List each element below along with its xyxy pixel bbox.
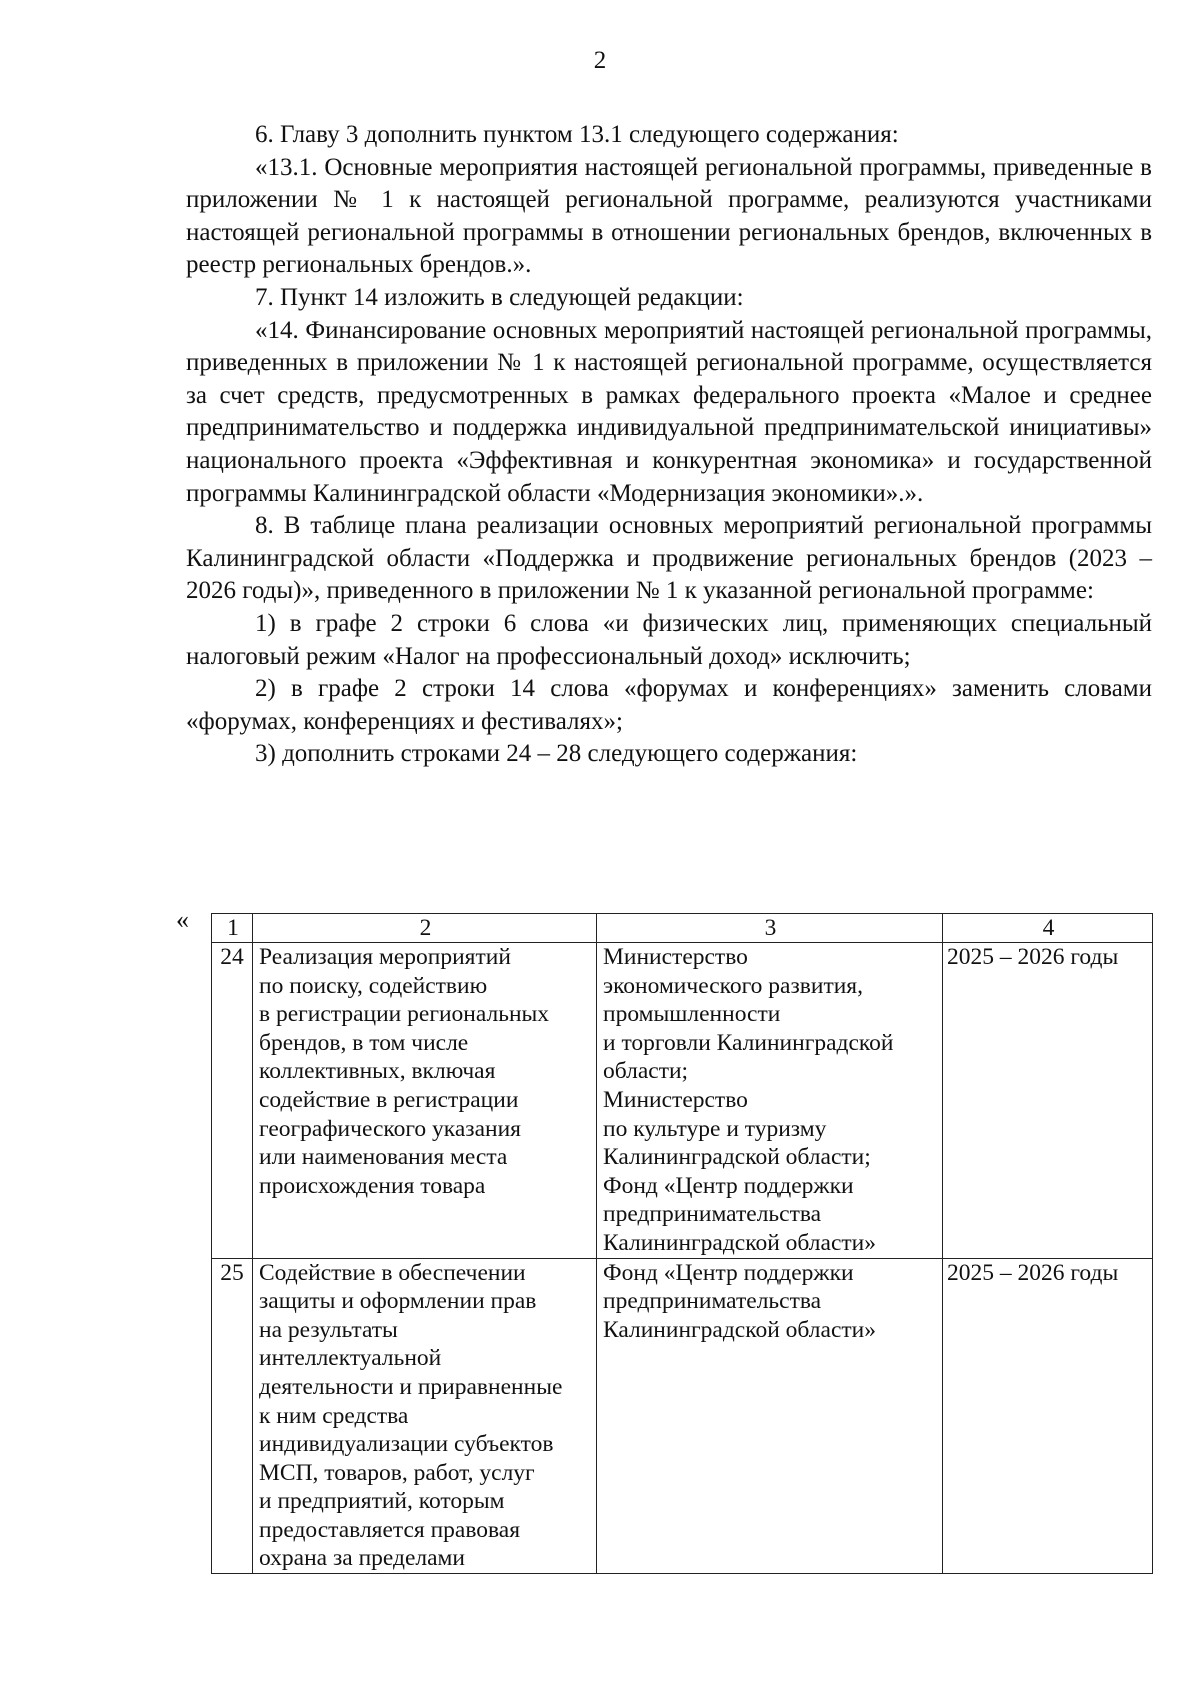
plan-table	[211, 913, 1153, 1574]
row-number: 24	[212, 943, 253, 1259]
table-open-quote: «	[176, 905, 189, 934]
paragraph-14: «14. Финансирование основных мероприятий настоящей региональной программы, приведенных в приложении № 1 к настоящей региональной программе, осуществляется за счет средств, предусмотренных в рамках федерального проекта «Малое и среднее предпринимательство и поддержка индивидуальной предпринимательской инициативы» национального проекта «Эффективная и конкурентная экономика» и государственной программы Калининградской области «Модернизация экономики».».	[186, 316, 1152, 507]
activity-cell: Реализация мероприятий по поиску, содействию в регистрации региональных брендов, в том числе коллективных, включая содействие в регистрации географического указания или наименования места происхождения товара	[253, 943, 597, 1259]
table-row	[212, 943, 1153, 1259]
header-col-1: 1	[212, 914, 253, 943]
period-cell: 2025 – 2026 годы	[943, 943, 1153, 1259]
subitem-1: 1) в графе 2 строки 6 слова «и физических лиц, применяющих специальный налоговый режим «Налог на профессиональный доход» исключить;	[186, 609, 1152, 670]
paragraph-6: 6. Главу 3 дополнить пунктом 13.1 следующего содержания:	[255, 121, 899, 148]
executor-cell: Фонд «Центр поддержки предпринимательства Калининградской области»	[597, 1258, 943, 1574]
table-header-row	[212, 914, 1153, 943]
executor-cell: Министерство экономического развития, промышленности и торговли Калининградской области; Министерство по культуре и туризму Калининградской области; Фонд «Центр поддержки предпринимательства Калининградской области»	[597, 943, 943, 1259]
subitem-3: 3) дополнить строками 24 – 28 следующего содержания:	[255, 740, 858, 768]
table-row	[212, 1258, 1153, 1574]
header-col-3: 3	[597, 914, 943, 943]
header-col-4: 4	[943, 914, 1153, 943]
row-number: 25	[212, 1258, 253, 1574]
document-body	[186, 119, 1152, 771]
paragraph-13-1: «13.1. Основные мероприятия настоящей региональной программы, приведенные в приложении № 1 к настоящей региональной программе, реализуются участниками настоящей региональной программы в отношении региональных брендов, включенных в реестр региональных брендов.».	[186, 153, 1152, 279]
activity-cell: Содействие в обеспечении защиты и оформлении прав на результаты интеллектуальной деятельности и приравненные к ним средства индивидуализации субъектов МСП, товаров, работ, услуг и предприятий, которым предоставляется правовая охрана за пределами	[253, 1258, 597, 1574]
paragraph-7: 7. Пункт 14 изложить в следующей редакции:	[255, 283, 744, 311]
paragraph-8: 8. В таблице плана реализации основных мероприятий региональной программы Калининградской области «Поддержка и продвижение региональных брендов (2023 – 2026 годы)», приведенного в приложении № 1 к указанной региональной программе:	[186, 512, 1152, 605]
header-col-2: 2	[253, 914, 597, 943]
subitem-2: 2) в графе 2 строки 14 слова «форумах и конференциях» заменить словами «форумах, конференциях и фестивалях»;	[186, 675, 1152, 735]
period-cell: 2025 – 2026 годы	[943, 1258, 1153, 1574]
page-number: 2	[593, 47, 607, 74]
